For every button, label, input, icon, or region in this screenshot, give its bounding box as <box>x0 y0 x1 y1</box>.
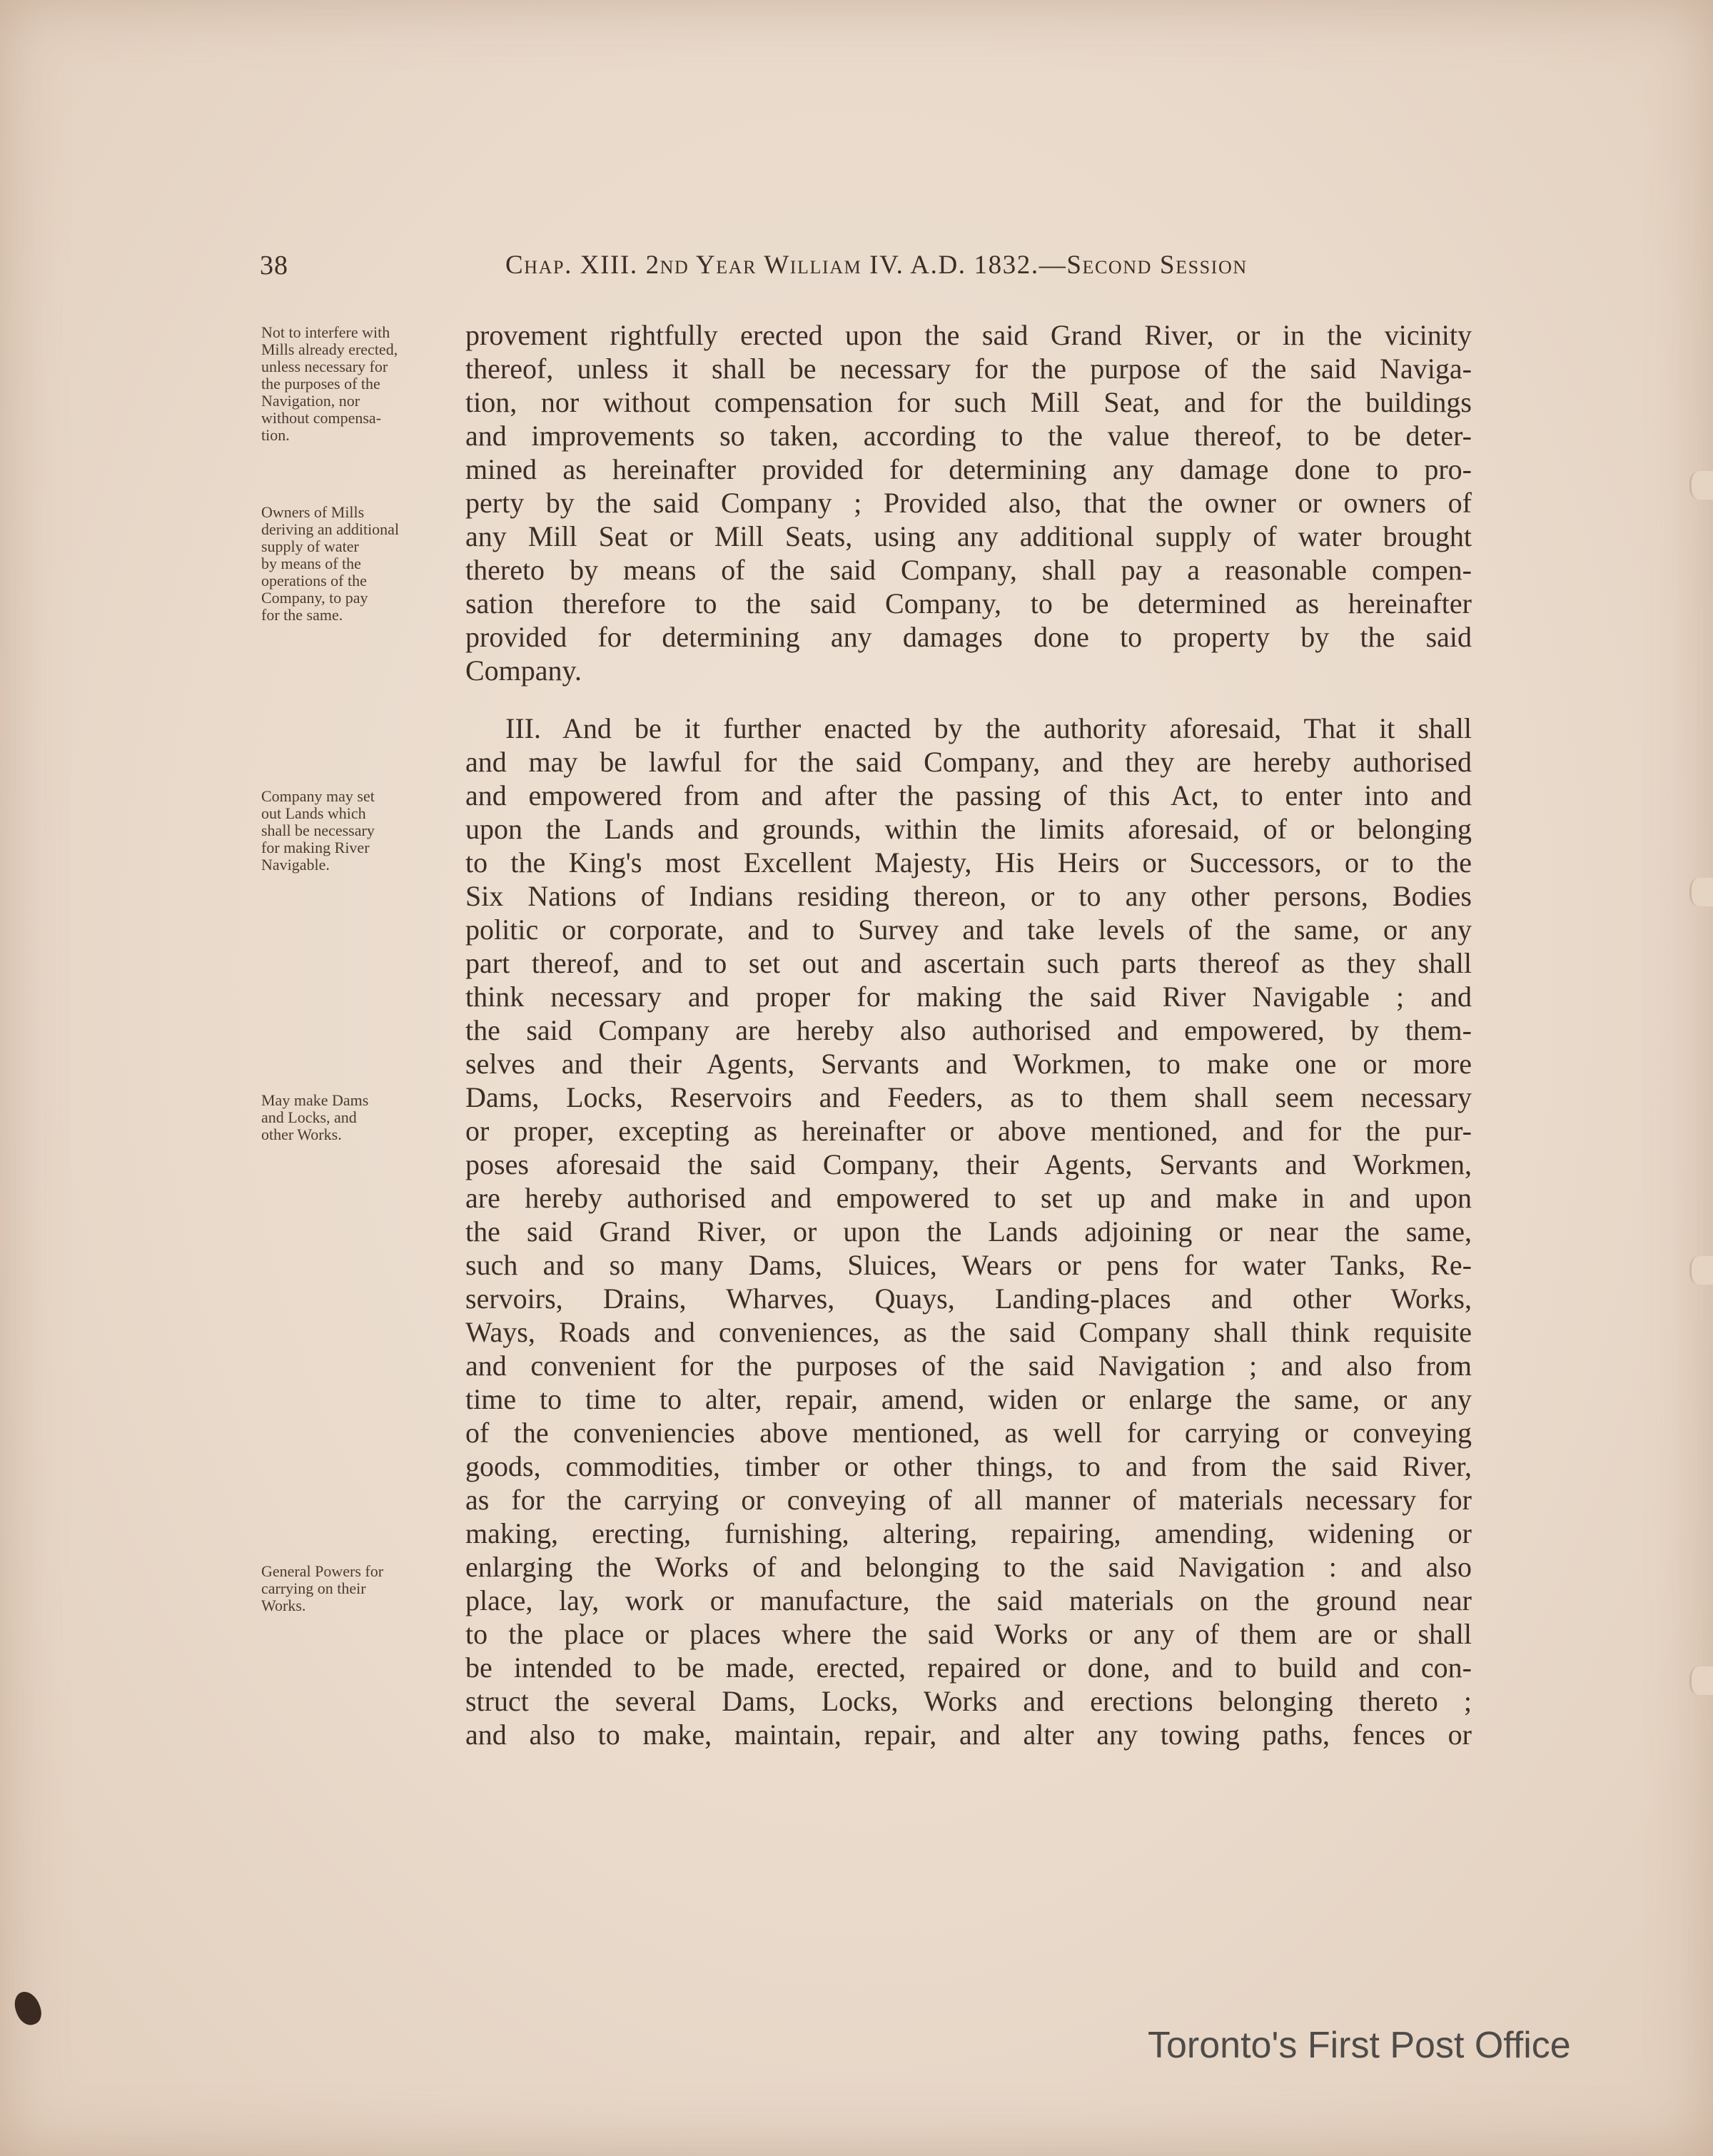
text-line: servoirs, Drains, Wharves, Quays, Landing-places and other Works, <box>465 1282 1472 1315</box>
text-line: Company. <box>465 654 582 687</box>
text-line: Ways, Roads and conveniences, as the said Company shall think requisite <box>465 1316 1472 1348</box>
paragraph-gap <box>465 687 1472 712</box>
text-line: provided for determining any damages done to property by the said <box>465 621 1472 653</box>
margin-note-dams-locks: May make Dams and Locks, and other Works. <box>261 1091 369 1143</box>
page-tear-mark <box>1689 1666 1713 1695</box>
text-line: of the conveniencies above mentioned, as well for carrying or conveying <box>465 1417 1472 1449</box>
margin-note-set-out-lands: Company may set out Lands which shall be necessary for making River Navigable. <box>261 787 375 874</box>
text-line: mined as hereinafter provided for determining any damage done to pro- <box>465 453 1472 485</box>
page-number: 38 <box>260 250 288 280</box>
text-line: perty by the said Company ; Provided also, that the owner or owners of <box>465 487 1472 519</box>
page-tear-mark <box>1689 878 1713 906</box>
text-line: and convenient for the purposes of the said Navigation ; and also from <box>465 1350 1472 1382</box>
text-line: or proper, excepting as hereinafter or above mentioned, and for the pur- <box>465 1115 1472 1147</box>
text-line: goods, commodities, timber or other things, to and from the said River, <box>465 1450 1472 1482</box>
text-line: enlarging the Works of and belonging to the said Navigation : and also <box>465 1551 1472 1583</box>
body-text <box>465 318 1472 1751</box>
text-line: place, lay, work or manufacture, the said materials on the ground near <box>465 1584 1472 1616</box>
running-head <box>260 250 1473 293</box>
text-line: sation therefore to the said Company, to be determined as hereinafter <box>465 587 1472 619</box>
text-line: as for the carrying or conveying of all manner of materials necessary for <box>465 1484 1472 1516</box>
text-line: politic or corporate, and to Survey and take levels of the same, or any <box>465 913 1472 946</box>
text-line: be intended to be made, erected, repaired or done, and to build and con- <box>465 1651 1472 1684</box>
text-line: Six Nations of Indians residing thereon, or to any other persons, Bodies <box>465 880 1472 912</box>
text-line: tion, nor without compensation for such Mill Seat, and for the buildings <box>465 386 1472 418</box>
text-line: poses aforesaid the said Company, their Agents, Servants and Workmen, <box>465 1148 1472 1180</box>
margin-note-mill-owners: Owners of Mills deriving an additional supply of water by means of the operations of the Company, to pay for the same. <box>261 503 400 624</box>
text-line: struct the several Dams, Locks, Works and erections belonging thereto ; <box>465 1685 1472 1717</box>
text-line: and empowered from and after the passing of this Act, to enter into and <box>465 779 1472 811</box>
text-line: the said Company are hereby also authorised and empowered, by them- <box>465 1014 1472 1046</box>
text-line: part thereof, and to set out and ascertain such parts thereof as they shall <box>465 947 1472 979</box>
text-line: upon the Lands and grounds, within the limits aforesaid, of or belonging <box>465 813 1472 845</box>
text-line: any Mill Seat or Mill Seats, using any additional supply of water brought <box>465 520 1472 552</box>
margin-note-general-powers: General Powers for carrying on their Works. <box>261 1562 384 1614</box>
text-line: selves and their Agents, Servants and Workmen, to make one or more <box>465 1048 1472 1080</box>
text-line: thereof, unless it shall be necessary for the purpose of the said Naviga- <box>465 353 1472 385</box>
page-tear-mark <box>1689 471 1713 500</box>
text-line: III. And be it further enacted by the authority aforesaid, That it shall <box>505 712 1472 744</box>
ink-blot <box>11 1988 44 2028</box>
text-line: think necessary and proper for making the said River Navigable ; and <box>465 981 1472 1013</box>
text-line: to the place or places where the said Works or any of them are or shall <box>465 1618 1472 1650</box>
text-line: and may be lawful for the said Company, and they are hereby authorised <box>465 746 1472 778</box>
text-line: and also to make, maintain, repair, and alter any towing paths, fences or <box>465 1719 1472 1751</box>
text-line: to the King's most Excellent Majesty, His Heirs or Successors, or to the <box>465 846 1472 879</box>
text-line: thereto by means of the said Company, shall pay a reasonable compen- <box>465 554 1472 586</box>
watermark-text: Toronto's First Post Office <box>1148 2025 1571 2066</box>
text-line: provement rightfully erected upon the said Grand River, or in the vicinity <box>465 319 1472 351</box>
chapter-heading: Chap. XIII. 2nd Year William IV. A.D. 1832.—Second Session <box>505 250 1248 280</box>
text-line: time to time to alter, repair, amend, widen or enlarge the same, or any <box>465 1383 1472 1415</box>
margin-note-mills-erected: Not to interfere with Mills already erected, unless necessary for the purposes of the Navigation, nor without compensa- tion. <box>261 323 398 444</box>
paragraph-two <box>465 712 1472 1751</box>
text-line: and improvements so taken, according to the value thereof, to be deter- <box>465 420 1472 452</box>
text-line: the said Grand River, or upon the Lands adjoining or near the same, <box>465 1215 1472 1247</box>
text-line: are hereby authorised and empowered to set up and make in and upon <box>465 1182 1472 1214</box>
page-tear-mark <box>1689 1256 1713 1285</box>
text-line: such and so many Dams, Sluices, Wears or pens for water Tanks, Re- <box>465 1249 1472 1281</box>
paragraph-one <box>465 318 1472 687</box>
text-line: making, erecting, furnishing, altering, repairing, amending, widening or <box>465 1517 1472 1549</box>
text-line: Dams, Locks, Reservoirs and Feeders, as to them shall seem necessary <box>465 1081 1472 1113</box>
